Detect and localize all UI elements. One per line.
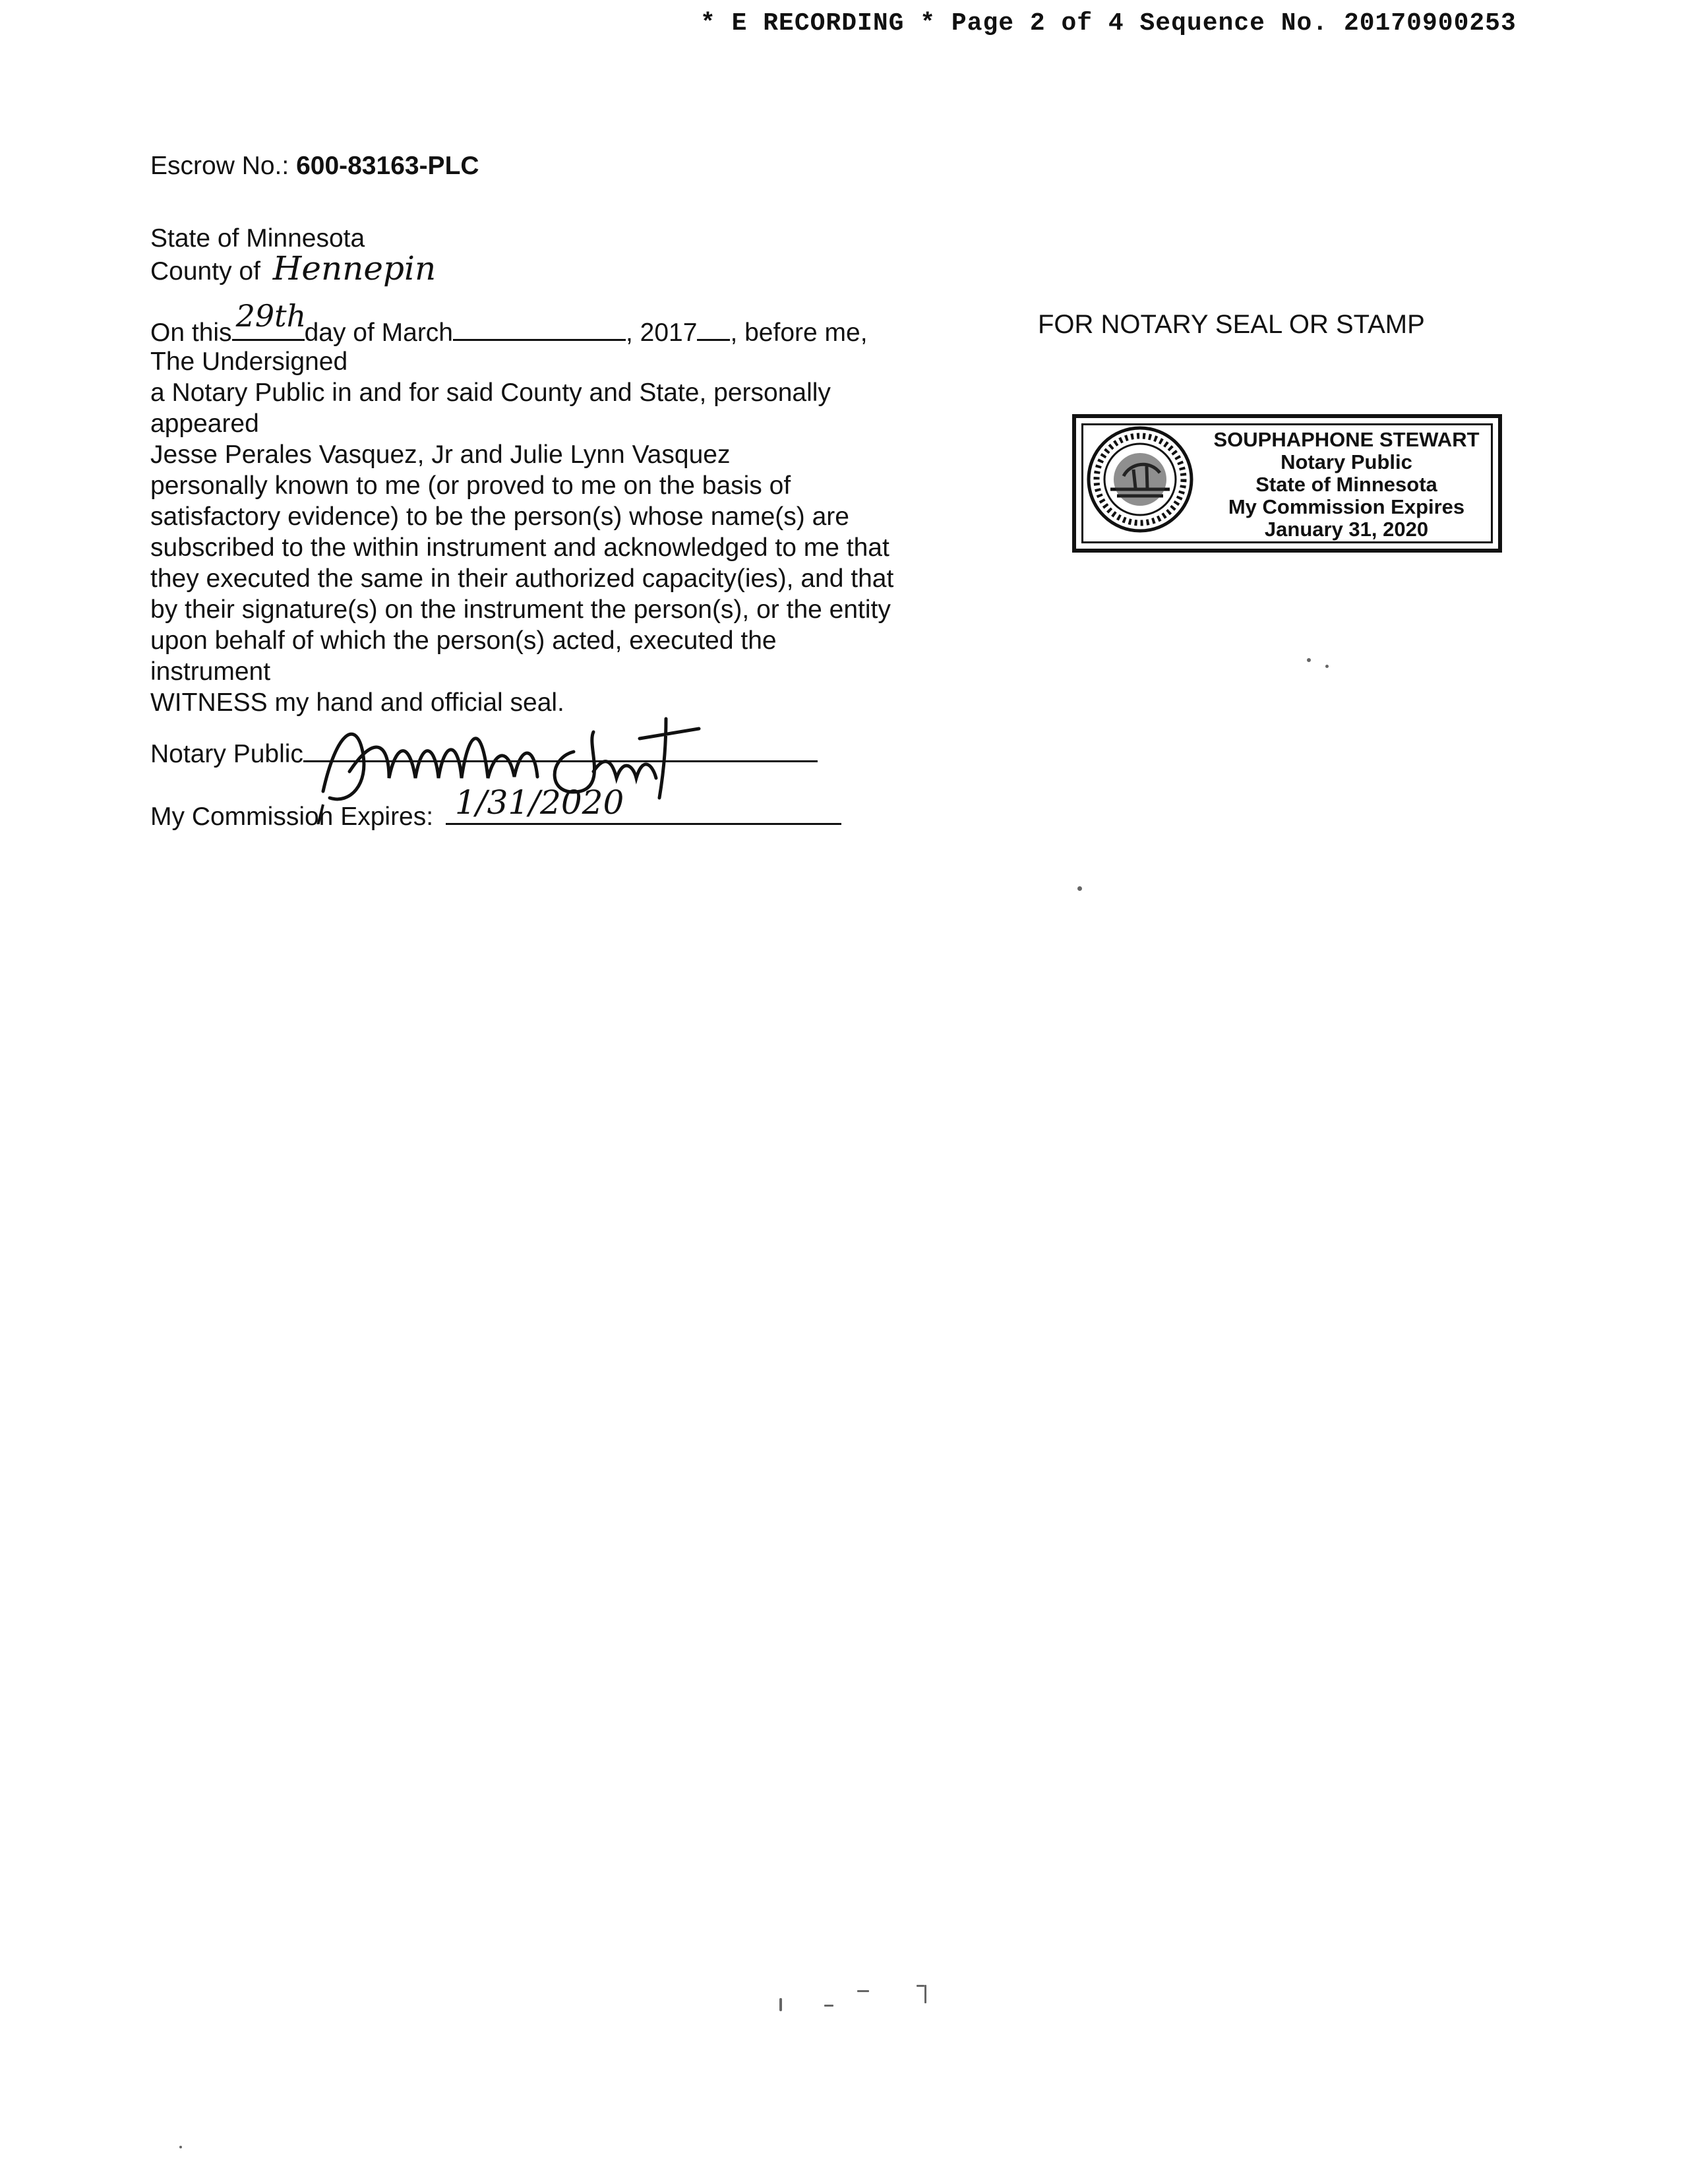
stamp-name: SOUPHAPHONE STEWART: [1213, 428, 1480, 451]
ack-text: On this: [150, 318, 232, 347]
ack-line-7: satisfactory evidence) to be the person(s) whose name(s) are: [150, 502, 849, 531]
recording-header: * E RECORDING * Page 2 of 4 Sequence No. 20170900253: [700, 9, 1517, 38]
day-blank: [232, 298, 307, 341]
ack-line-10: by their signature(s) on the instrument the person(s), or the entity: [150, 595, 891, 624]
witness-line: WITNESS my hand and official seal.: [150, 688, 564, 717]
state-seal-icon: [1084, 423, 1196, 535]
ack-line-2: The Undersigned: [150, 348, 348, 376]
commission-label: My Commission Expires:: [150, 803, 434, 831]
state-line: State of Minnesota: [150, 224, 365, 253]
ack-text: day of March: [304, 318, 453, 347]
ack-line-5: Jesse Perales Vasquez, Jr and Julie Lynn Vasquez: [150, 440, 731, 469]
ack-line-4: appeared: [150, 410, 259, 438]
stamp-expires-label: My Commission Expires: [1228, 495, 1465, 518]
ack-line-3: a Notary Public in and for said County and State, personally: [150, 379, 831, 407]
commission-handwritten: 1/31/2020: [454, 783, 624, 822]
county-handwritten: Hennepin: [272, 249, 437, 288]
county-line: [150, 249, 437, 288]
month-blank: [453, 315, 626, 341]
commission-line: [150, 783, 841, 832]
stamp-title: Notary Public: [1281, 450, 1412, 473]
notary-stamp: [1072, 414, 1502, 553]
county-label: County of: [150, 257, 260, 286]
ack-line-1: [150, 298, 893, 347]
ack-line-11: upon behalf of which the person(s) acted, executed the: [150, 626, 777, 655]
stamp-text: [1201, 429, 1492, 541]
stamp-label: FOR NOTARY SEAL OR STAMP: [1038, 310, 1425, 339]
day-handwritten: 29th: [235, 298, 307, 334]
stamp-expires-date: January 31, 2020: [1264, 518, 1429, 541]
ack-text: , 2017: [626, 318, 698, 347]
year-blank: [697, 315, 730, 341]
notary-label: Notary Public: [150, 740, 303, 768]
escrow-label: Escrow No.:: [150, 152, 289, 180]
escrow-number: 600-83163-PLC: [296, 152, 479, 180]
ack-line-8: subscribed to the within instrument and acknowledged to me that: [150, 533, 889, 562]
stamp-state: State of Minnesota: [1255, 473, 1437, 496]
escrow-line: [150, 150, 479, 181]
ack-text: , before me,: [730, 318, 868, 347]
ack-line-9: they executed the same in their authorized capacity(ies), and that: [150, 564, 894, 593]
ack-line-12: instrument: [150, 657, 271, 686]
ack-line-6: personally known to me (or proved to me on the basis of: [150, 471, 791, 500]
commission-blank: [446, 783, 841, 825]
